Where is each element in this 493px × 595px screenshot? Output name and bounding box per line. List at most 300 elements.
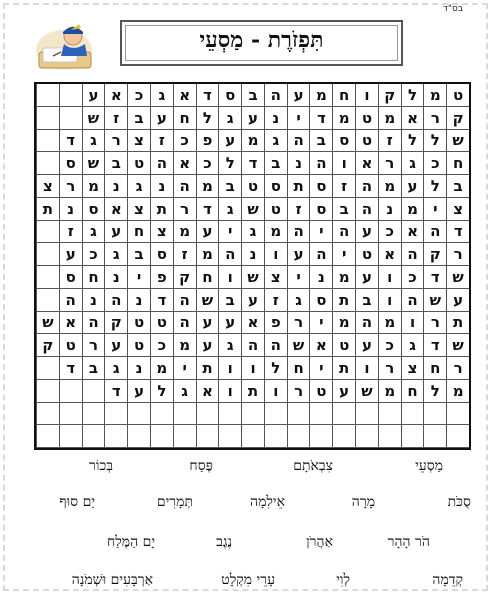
- grid-cell: ב: [218, 289, 241, 312]
- grid-cell: ה: [264, 84, 287, 107]
- grid-cell: ה: [332, 221, 355, 244]
- grid-cell: ע: [218, 312, 241, 335]
- grid-cell: מ: [173, 334, 196, 357]
- grid-cell: ב: [332, 198, 355, 221]
- grid-cell: ש: [446, 266, 469, 289]
- grid-cell: ו: [264, 243, 287, 266]
- grid-cell: ל: [401, 84, 424, 107]
- grid-cell: ר: [287, 380, 310, 403]
- page-title: תִּפְזֹרֶת - מַסְעֵי: [199, 27, 324, 53]
- grid-cell: ש: [241, 266, 264, 289]
- grid-cell: ג: [173, 380, 196, 403]
- grid-cell: י: [218, 221, 241, 244]
- grid-cell: ד: [196, 84, 219, 107]
- grid-cell: ו: [332, 152, 355, 175]
- grid-cell: ה: [355, 175, 378, 198]
- grid-cell: [264, 425, 287, 448]
- grid-cell: ע: [196, 334, 219, 357]
- grid-cell: ב: [127, 107, 150, 130]
- grid-cell: ר: [104, 130, 127, 153]
- grid-cell: מ: [264, 221, 287, 244]
- grid-cell: ב: [355, 289, 378, 312]
- grid-cell: [196, 403, 219, 426]
- grid-cell: ע: [287, 84, 310, 107]
- grid-cell: י: [332, 243, 355, 266]
- grid-cell: ע: [59, 243, 82, 266]
- grid-cell: ט: [59, 334, 82, 357]
- grid-cell: נ: [241, 243, 264, 266]
- grid-cell: ה: [309, 243, 332, 266]
- grid-cell: נ: [127, 357, 150, 380]
- grid-cell: ט: [241, 175, 264, 198]
- grid-cell: ר: [82, 334, 105, 357]
- grid-cell: [36, 266, 59, 289]
- grid-cell: ש: [446, 334, 469, 357]
- grid-cell: נ: [82, 289, 105, 312]
- grid-cell: פ: [196, 130, 219, 153]
- grid-cell: ה: [287, 221, 310, 244]
- grid-cell: ד: [241, 152, 264, 175]
- word-item: פֶּסַח: [189, 458, 213, 474]
- grid-cell: ט: [127, 334, 150, 357]
- grid-cell: [36, 221, 59, 244]
- grid-cell: ג: [127, 175, 150, 198]
- grid-cell: ע: [218, 130, 241, 153]
- grid-cell: ת: [287, 175, 310, 198]
- word-item: מָרָה: [351, 494, 375, 510]
- grid-cell: ע: [355, 221, 378, 244]
- grid-cell: י: [287, 266, 310, 289]
- grid-cell: [36, 130, 59, 153]
- grid-cell: [36, 403, 59, 426]
- grid-cell: [264, 403, 287, 426]
- grid-cell: ר: [446, 243, 469, 266]
- grid-cell: [378, 403, 401, 426]
- grid-cell: מ: [401, 198, 424, 221]
- grid-cell: ח: [423, 357, 446, 380]
- grid-cell: ב: [218, 175, 241, 198]
- grid-cell: ז: [264, 289, 287, 312]
- grid-cell: י: [423, 198, 446, 221]
- grid-cell: מ: [150, 357, 173, 380]
- grid-cell: ב: [104, 152, 127, 175]
- grid-cell: א: [309, 334, 332, 357]
- grid-cell: ע: [127, 380, 150, 403]
- grid-cell: [150, 403, 173, 426]
- grid-cell: ו: [355, 357, 378, 380]
- grid-cell: [446, 403, 469, 426]
- grid-cell: מ: [196, 175, 219, 198]
- grid-cell: [309, 403, 332, 426]
- grid-cell: ע: [150, 107, 173, 130]
- grid-cell: [287, 403, 310, 426]
- grid-cell: ג: [218, 198, 241, 221]
- grid-cell: ה: [401, 243, 424, 266]
- grid-cell: [332, 403, 355, 426]
- grid-cell: ש: [355, 380, 378, 403]
- grid-cell: ז: [104, 107, 127, 130]
- grid-cell: א: [355, 152, 378, 175]
- grid-cell: ל: [423, 175, 446, 198]
- grid-cell: ה: [309, 152, 332, 175]
- grid-cell: ת: [332, 289, 355, 312]
- grid-cell: ט: [355, 107, 378, 130]
- grid-cell: מ: [378, 312, 401, 335]
- grid-cell: ע: [287, 243, 310, 266]
- grid-cell: ג: [218, 334, 241, 357]
- grid-cell: ז: [150, 130, 173, 153]
- grid-cell: ט: [264, 198, 287, 221]
- grid-cell: ע: [196, 221, 219, 244]
- grid-cell: [36, 84, 59, 107]
- grid-cell: נ: [127, 289, 150, 312]
- grid-cell: [196, 425, 219, 448]
- grid-cell: י: [309, 357, 332, 380]
- grid-cell: [401, 403, 424, 426]
- grid-cell: ס: [59, 266, 82, 289]
- grid-cell: ר: [378, 357, 401, 380]
- grid-cell: ר: [423, 312, 446, 335]
- grid-cell: א: [173, 84, 196, 107]
- grid-cell: [59, 107, 82, 130]
- grid-cell: ת: [196, 357, 219, 380]
- grid-cell: ה: [218, 243, 241, 266]
- grid-cell: ת: [446, 312, 469, 335]
- grid-cell: א: [59, 312, 82, 335]
- grid-cell: ט: [332, 334, 355, 357]
- title-box: [120, 20, 403, 66]
- grid-cell: ו: [218, 357, 241, 380]
- grid-cell: [36, 380, 59, 403]
- grid-cell: ד: [423, 334, 446, 357]
- grid-cell: [36, 107, 59, 130]
- grid-cell: כ: [378, 221, 401, 244]
- grid-cell: ד: [309, 107, 332, 130]
- grid-cell: כ: [401, 266, 424, 289]
- grid-cell: ד: [104, 380, 127, 403]
- grid-cell: [59, 380, 82, 403]
- grid-cell: צ: [127, 198, 150, 221]
- grid-cell: ר: [446, 357, 469, 380]
- grid-cell: ה: [150, 152, 173, 175]
- grid-cell: ס: [309, 198, 332, 221]
- grid-cell: ט: [446, 84, 469, 107]
- word-item: תְּמָרִים: [156, 494, 193, 510]
- grid-cell: ב: [264, 152, 287, 175]
- grid-cell: [446, 425, 469, 448]
- grid-cell: [241, 403, 264, 426]
- grid-cell: ס: [309, 175, 332, 198]
- grid-cell: ד: [59, 130, 82, 153]
- grid-cell: מ: [423, 84, 446, 107]
- grid-cell: [355, 425, 378, 448]
- grid-cell: ג: [401, 152, 424, 175]
- grid-cell: ת: [36, 198, 59, 221]
- grid-cell: ש: [241, 198, 264, 221]
- grid-cell: ג: [287, 289, 310, 312]
- grid-cell: ד: [150, 289, 173, 312]
- grid-cell: ע: [401, 175, 424, 198]
- grid-cell: ש: [423, 289, 446, 312]
- grid-cell: ע: [104, 221, 127, 244]
- grid-cell: ח: [332, 84, 355, 107]
- grid-cell: ל: [150, 380, 173, 403]
- grid-cell: ר: [423, 107, 446, 130]
- grid-cell: ס: [264, 175, 287, 198]
- grid-cell: כ: [82, 243, 105, 266]
- grid-cell: נ: [150, 175, 173, 198]
- grid-cell: מ: [82, 175, 105, 198]
- word-item: נֶגֶב: [216, 534, 232, 550]
- grid-cell: ח: [127, 221, 150, 244]
- grid-cell: ז: [378, 130, 401, 153]
- grid-cell: ה: [241, 334, 264, 357]
- grid-cell: ס: [82, 198, 105, 221]
- grid-cell: [104, 403, 127, 426]
- grid-cell: פ: [150, 266, 173, 289]
- grid-cell: מ: [378, 107, 401, 130]
- grid-cell: ז: [173, 243, 196, 266]
- word-item: יָם הַמֶּלַח: [106, 534, 155, 550]
- grid-cell: א: [401, 221, 424, 244]
- grid-cell: [82, 425, 105, 448]
- grid-cell: [287, 425, 310, 448]
- grid-cell: מ: [332, 312, 355, 335]
- grid-cell: א: [401, 107, 424, 130]
- grid-cell: ו: [378, 266, 401, 289]
- grid-cell: ח: [401, 380, 424, 403]
- grid-cell: ס: [59, 152, 82, 175]
- grid-cell: [36, 152, 59, 175]
- grid-cell: ב: [127, 243, 150, 266]
- grid-cell: ה: [423, 221, 446, 244]
- grid-cell: ו: [218, 380, 241, 403]
- grid-cell: ע: [104, 334, 127, 357]
- grid-cell: ס: [218, 84, 241, 107]
- grid-cell: ט: [309, 380, 332, 403]
- grid-cell: א: [241, 312, 264, 335]
- grid-cell: [309, 425, 332, 448]
- grid-cell: פ: [264, 312, 287, 335]
- grid-cell: ה: [355, 312, 378, 335]
- grid-cell: נ: [264, 107, 287, 130]
- grid-cell: מ: [241, 130, 264, 153]
- grid-cell: [36, 425, 59, 448]
- word-bank-row: [20, 572, 475, 594]
- grid-cell: ה: [287, 130, 310, 153]
- grid-cell: ה: [173, 175, 196, 198]
- grid-cell: מ: [332, 266, 355, 289]
- grid-cell: ע: [446, 289, 469, 312]
- word-item: אֵילִמָה: [250, 494, 285, 510]
- grid-cell: ב: [446, 175, 469, 198]
- grid-cell: ל: [423, 380, 446, 403]
- grid-cell: ג: [82, 130, 105, 153]
- grid-cell: ק: [173, 266, 196, 289]
- grid-cell: נ: [104, 175, 127, 198]
- grid-cell: ל: [196, 107, 219, 130]
- grid-cell: ט: [127, 312, 150, 335]
- grid-cell: ק: [36, 334, 59, 357]
- word-item: קְדֵמָה: [432, 572, 463, 588]
- grid-cell: י: [287, 107, 310, 130]
- grid-cell: ז: [287, 198, 310, 221]
- grid-cell: ו: [241, 357, 264, 380]
- grid-cell: ג: [104, 243, 127, 266]
- grid-cell: ל: [423, 130, 446, 153]
- grid-cell: ק: [104, 312, 127, 335]
- grid-cell: י: [309, 221, 332, 244]
- grid-cell: ת: [150, 198, 173, 221]
- grid-cell: כ: [127, 84, 150, 107]
- grid-cell: כ: [423, 152, 446, 175]
- grid-cell: כ: [196, 152, 219, 175]
- grid-cell: ע: [355, 266, 378, 289]
- grid-cell: ר: [287, 312, 310, 335]
- grid-cell: [241, 425, 264, 448]
- grid-cell: ל: [264, 357, 287, 380]
- grid-cell: [173, 425, 196, 448]
- grid-cell: ג: [104, 357, 127, 380]
- grid-cell: ד: [59, 357, 82, 380]
- grid-cell: צ: [36, 175, 59, 198]
- grid-cell: ע: [355, 334, 378, 357]
- grid-cell: ה: [59, 289, 82, 312]
- grid-cell: ס: [309, 289, 332, 312]
- grid-cell: ו: [355, 84, 378, 107]
- grid-cell: ו: [264, 380, 287, 403]
- grid-cell: [36, 243, 59, 266]
- word-item: לְוִי: [336, 572, 350, 588]
- grid-cell: צ: [264, 266, 287, 289]
- grid-cell: ע: [196, 312, 219, 335]
- grid-cell: ק: [446, 107, 469, 130]
- grid-cell: ה: [173, 312, 196, 335]
- grid-cell: ח: [287, 357, 310, 380]
- grid-cell: ז: [59, 221, 82, 244]
- grid-cell: ח: [196, 266, 219, 289]
- grid-cell: ק: [423, 243, 446, 266]
- grid-cell: ג: [150, 84, 173, 107]
- grid-cell: ט: [127, 152, 150, 175]
- grid-cell: צ: [127, 130, 150, 153]
- grid-cell: ה: [82, 312, 105, 335]
- grid-cell: מ: [196, 243, 219, 266]
- grid-cell: ז: [332, 175, 355, 198]
- grid-cell: כ: [378, 334, 401, 357]
- grid-cell: נ: [104, 266, 127, 289]
- grid-cell: ו: [401, 312, 424, 335]
- grid-cell: ג: [264, 130, 287, 153]
- word-bank-row: [20, 458, 475, 480]
- grid-cell: צ: [150, 221, 173, 244]
- grid-cell: ט: [150, 312, 173, 335]
- word-item: יַם סוּף: [59, 494, 95, 510]
- grid-cell: ח: [82, 266, 105, 289]
- grid-cell: ג: [82, 221, 105, 244]
- word-search-grid: [34, 82, 471, 450]
- grid-cell: ח: [446, 152, 469, 175]
- grid-cell: ה: [264, 334, 287, 357]
- grid-cell: [82, 403, 105, 426]
- grid-cell: ק: [378, 84, 401, 107]
- grid-cell: [36, 289, 59, 312]
- corner-mark: בס"ד: [443, 4, 464, 14]
- grid-cell: צ: [401, 357, 424, 380]
- grid-cell: ד: [196, 198, 219, 221]
- grid-cell: א: [196, 380, 219, 403]
- grid-cell: י: [127, 266, 150, 289]
- grid-cell: נ: [59, 198, 82, 221]
- grid-cell: ל: [218, 152, 241, 175]
- grid-cell: [173, 403, 196, 426]
- grid-cell: [59, 403, 82, 426]
- grid-cell: [36, 357, 59, 380]
- grid-cell: ע: [332, 380, 355, 403]
- grid-cell: ה: [104, 289, 127, 312]
- grid-cell: [423, 403, 446, 426]
- grid-cell: א: [173, 152, 196, 175]
- grid-cell: נ: [378, 198, 401, 221]
- grid-cell: י: [173, 357, 196, 380]
- grid-cell: כ: [150, 334, 173, 357]
- grid-cell: ל: [401, 130, 424, 153]
- grid-cell: צ: [446, 198, 469, 221]
- grid-cell: ע: [241, 107, 264, 130]
- grid-cell: [378, 425, 401, 448]
- grid-cell: ג: [401, 334, 424, 357]
- word-bank-row: [20, 494, 475, 516]
- grid-cell: ה: [355, 198, 378, 221]
- grid-cell: מ: [446, 380, 469, 403]
- grid-cell: ו: [378, 289, 401, 312]
- grid-cell: כ: [173, 130, 196, 153]
- grid-cell: ש: [287, 334, 310, 357]
- grid-cell: ה: [401, 289, 424, 312]
- grid-cell: [218, 425, 241, 448]
- grid-cell: ג: [241, 221, 264, 244]
- grid-cell: ב: [82, 357, 105, 380]
- grid-cell: נ: [309, 266, 332, 289]
- grid-cell: מ: [378, 380, 401, 403]
- word-item: בְּכוֹר: [88, 458, 113, 474]
- word-bank-row: [20, 534, 475, 556]
- grid-cell: ש: [196, 289, 219, 312]
- word-item: סֻכֹּת: [447, 494, 471, 510]
- grid-cell: ד: [446, 221, 469, 244]
- grid-cell: [59, 425, 82, 448]
- word-item: אַרְבָּעִים וּשְׁמֹנָה: [71, 572, 153, 588]
- grid-cell: [59, 84, 82, 107]
- grid-cell: [127, 425, 150, 448]
- grid-cell: ב: [309, 130, 332, 153]
- grid-cell: א: [104, 84, 127, 107]
- grid-cell: מ: [378, 175, 401, 198]
- grid-cell: ר: [378, 152, 401, 175]
- grid-cell: ה: [173, 289, 196, 312]
- grid-cell: [355, 403, 378, 426]
- grid-cell: ש: [36, 312, 59, 335]
- word-item: צִבְאֹתָם: [293, 458, 333, 474]
- grid-cell: ט: [355, 243, 378, 266]
- grid-cell: [218, 403, 241, 426]
- grid-cell: ש: [82, 152, 105, 175]
- grid-cell: מ: [173, 221, 196, 244]
- grid-cell: ת: [332, 357, 355, 380]
- word-item: מַסְעֵי: [415, 458, 443, 474]
- grid-cell: [82, 380, 105, 403]
- grid-cell: א: [378, 243, 401, 266]
